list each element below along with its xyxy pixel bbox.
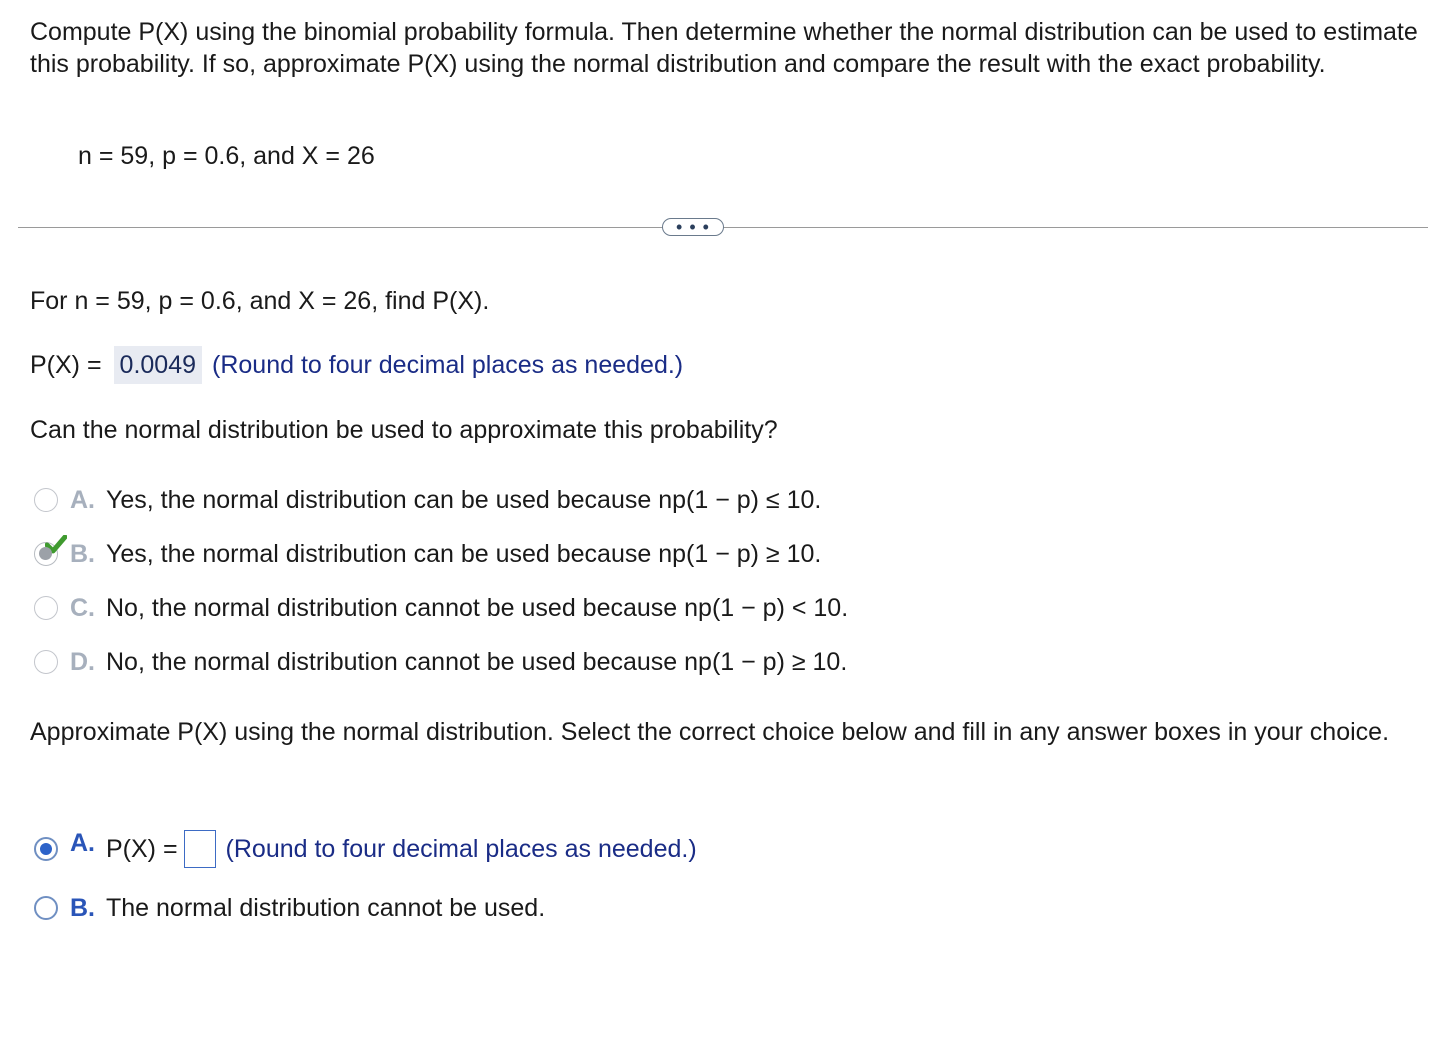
part2-choice-b[interactable] bbox=[34, 538, 821, 570]
choice-letter: D. bbox=[70, 647, 95, 676]
part3-answer-input[interactable] bbox=[184, 830, 216, 868]
choice-letter: B. bbox=[70, 893, 95, 922]
part2-choice-d[interactable] bbox=[34, 646, 847, 678]
choice-text: Yes, the normal distribution can be used because np(1 − p) ≥ 10. bbox=[106, 539, 822, 568]
part3-hint: (Round to four decimal places as needed.) bbox=[225, 834, 697, 863]
part2-choice-c[interactable] bbox=[34, 592, 848, 624]
radio-button[interactable] bbox=[34, 896, 58, 920]
choice-text: The normal distribution cannot be used. bbox=[106, 893, 546, 922]
part1-answer-row bbox=[30, 346, 683, 384]
radio-button[interactable] bbox=[34, 488, 58, 512]
part1-hint: (Round to four decimal places as needed.) bbox=[212, 350, 684, 379]
part2-question: Can the normal distribution be used to approximate this probability? bbox=[30, 416, 778, 444]
choice-text: No, the normal distribution cannot be used because np(1 − p) ≥ 10. bbox=[106, 647, 848, 676]
radio-button[interactable] bbox=[34, 596, 58, 620]
choice-letter: A. bbox=[70, 485, 95, 514]
radio-button-selected[interactable] bbox=[34, 837, 58, 861]
choice-text: Yes, the normal distribution can be used because np(1 − p) ≤ 10. bbox=[106, 485, 822, 514]
choice-text: No, the normal distribution cannot be used because np(1 − p) < 10. bbox=[106, 593, 849, 622]
show-more-button[interactable]: • • • bbox=[662, 218, 724, 236]
part3-answer-label: P(X) = bbox=[106, 834, 178, 863]
part1-answer-label: P(X) = bbox=[30, 350, 102, 379]
part1-answer-field[interactable]: 0.0049 bbox=[114, 346, 202, 384]
radio-button-selected[interactable] bbox=[34, 542, 58, 566]
radio-button[interactable] bbox=[34, 650, 58, 674]
correct-check-icon bbox=[45, 535, 67, 555]
part3-question: Approximate P(X) using the normal distribution. Select the correct choice below and fill in any answer boxes in your choice. bbox=[30, 718, 1390, 746]
problem-givens: n = 59, p = 0.6, and X = 26 bbox=[78, 142, 375, 170]
choice-letter: B. bbox=[70, 539, 95, 568]
part3-choice-b[interactable] bbox=[34, 892, 545, 924]
choice-letter: A. bbox=[70, 829, 95, 857]
part3-choice-a[interactable] bbox=[34, 830, 697, 868]
choice-letter: C. bbox=[70, 593, 95, 622]
part1-question: For n = 59, p = 0.6, and X = 26, find P(X). bbox=[30, 287, 490, 315]
part2-choice-a[interactable] bbox=[34, 484, 821, 516]
problem-instructions: Compute P(X) using the binomial probability formula. Then determine whether the normal distribution can be used to estimate this probability. If so, approximate P(X) using the normal distribution and compare the result with the exact probability. bbox=[30, 18, 1418, 78]
